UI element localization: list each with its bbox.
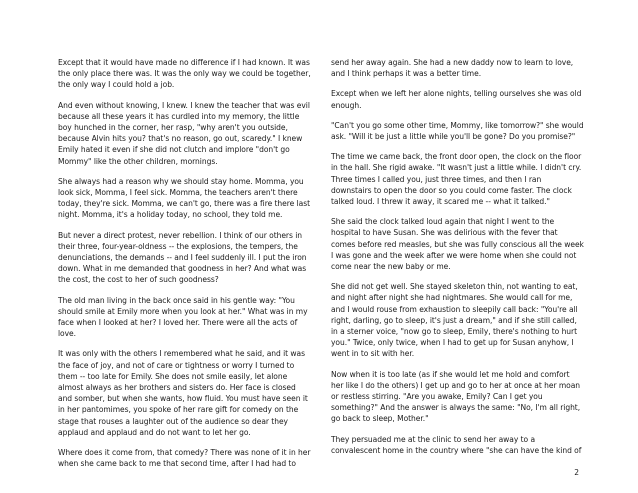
paragraph: Now when it is too late (as if she would let me hold and comfort her like I do the others) I get up and go to her at once at her moan or restless stirring. "Are you awake, Emily? Can I get you something?" And the answer is always the same: "No, I'm all right, go back to sleep, Mother." (331, 369, 581, 424)
paragraph: She said the clock talked loud again that night I went to the hospital to have Susan. She was delirious with the fever that comes before red measles, but she was fully conscious all the week I was gone and the week after we were home when she could not come near the new baby or me. (331, 217, 584, 272)
paragraph: send her away again. She had a new daddy now to learn to love, and I think perhaps it was a better time. (331, 58, 574, 79)
paragraph: Except when we left her alone nights, telling ourselves she was old enough. (331, 89, 582, 110)
right-column (331, 57, 584, 465)
paragraph: And even without knowing, I knew. I knew the teacher that was evil because all these years it has curdled into my memory, the little boy hunched in the corner, her rasp, "why aren't you outside, because Alvin hits you? that's no reason, go out, scaredy." I knew Emily hated it even if she did not clutch and implore "don't go Mommy" like the other children, mornings. (58, 100, 310, 166)
paragraph: She always had a reason why we should stay home. Momma, you look sick, Momma, I feel sick. Momma, the teachers aren't there today, they're sick. Momma, we can't go, there was a fire there last night. Momma, it's a holiday today, no school, they told me. (58, 176, 310, 220)
paragraph: The time we came back, the front door open, the clock on the floor in the hall. She rigid awake. "It wasn't just a little while. I didn't cry. Three times I called you, just three times, and then I ran downstairs to open the door so you could come faster. The clock talked loud. I threw it away, it scared me -- what it talked." (331, 152, 582, 207)
paragraph: They persuaded me at the clinic to send her away to a convalescent home in the country where "she can have the kind of (331, 434, 582, 455)
paragraph: Except that it would have made no difference if I had known. It was the only place there was. It was the only way we could be together, the only way I could hold a job. (58, 58, 311, 90)
page-number: 2 (574, 468, 579, 477)
left-column (58, 57, 311, 479)
paragraph: It was only with the others I remembered what he said, and it was the face of joy, and not of care or tightness or worry I turned to them -- too late for Emily. She does not smile easily, let alone almost always as her brothers and sisters do. Her face is closed and somber, but when she wants, how fluid. You must have seen it in her pantomimes, you spoke of her rare gift for comedy on the stage that rouses a laughter out of the audience so dear they applaud and applaud and do not want to let her go. (58, 349, 308, 437)
paragraph: "Can't you go some other time, Mommy, like tomorrow?" she would ask. "Will it be just a little while you'll be gone? Do you promise?" (331, 120, 584, 142)
paragraph: The old man living in the back once said in his gentle way: "You should smile at Emily more when you look at her." What was in my face when I looked at her? I loved her. There were all the acts of love. (58, 295, 308, 339)
paragraph: Where does it come from, that comedy? There was none of it in her when she came back to me that second time, after I had had to (58, 448, 311, 469)
paragraph: She did not get well. She stayed skeleton thin, not wanting to eat, and night after night she had nightmares. She would call for me, and I would rouse from exhaustion to sleepily call back: "You're all right, darling, go to sleep, it's just a dream," and if she still called, in a sterner voice, "now go to sleep, Emily, there's nothing to hurt you." Twice, only twice, when I had to get up for Susan anyhow, I went in to sit with her. (331, 282, 578, 359)
paragraph: But never a direct protest, never rebellion. I think of our others in their three, four-year-oldness -- the explosions, the tempers, the denunciations, the demands -- and I feel suddenly ill. I put the iron down. What in me demanded that goodness in her? And what was the cost, the cost to her of such goodness? (58, 230, 307, 285)
